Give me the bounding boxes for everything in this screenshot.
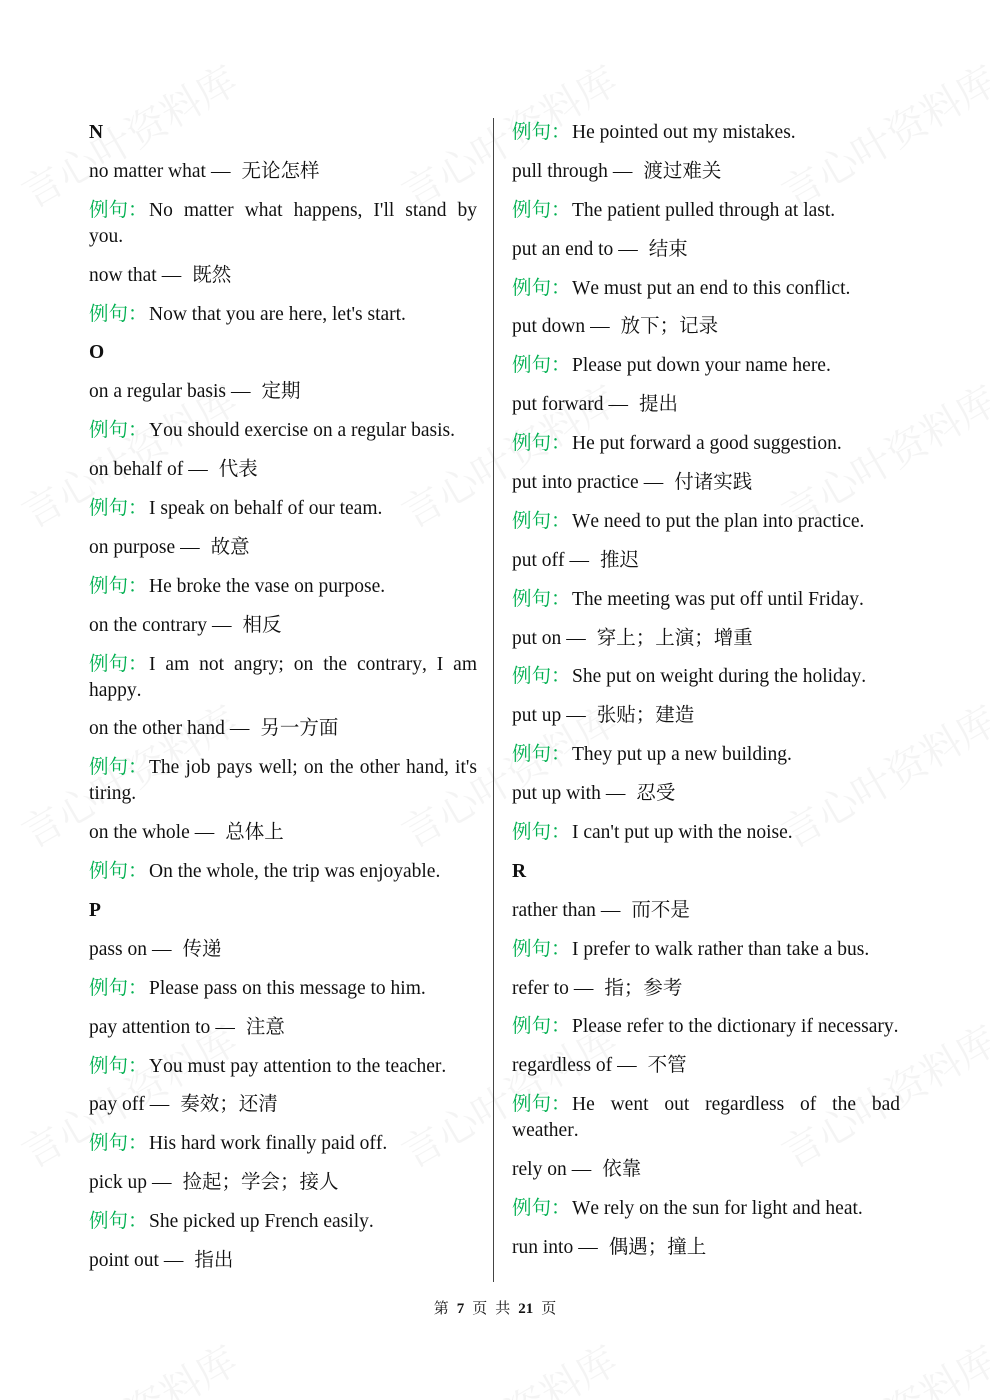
meaning: 付诸实践 (674, 472, 753, 494)
phrase: on the whole (89, 822, 190, 844)
example-text: On the whole, the trip was enjoyable. (149, 861, 441, 883)
meaning: 无论怎样 (241, 160, 320, 182)
example-text: He went out regardless of the bad weather. (512, 1094, 900, 1142)
phrase-entry (89, 716, 477, 742)
example-sentence (512, 742, 900, 768)
section-letter: P (89, 900, 101, 922)
meaning: 渡过难关 (643, 160, 722, 182)
example-label: 例句： (512, 822, 571, 844)
meaning: 穿上；上演；增重 (596, 627, 753, 649)
example-label: 例句： (512, 199, 571, 221)
example-sentence (89, 976, 477, 1002)
example-sentence (89, 859, 477, 885)
example-text: I prefer to walk rather than take a bus. (572, 938, 870, 960)
example-sentence (89, 574, 477, 600)
phrase: on the contrary (89, 614, 208, 636)
phrase: put into practice (512, 472, 639, 494)
dash: — (578, 1236, 598, 1258)
phrase: on purpose (89, 536, 176, 558)
section-letter: R (512, 860, 527, 882)
example-sentence (512, 587, 900, 613)
example-text: His hard work finally paid off. (149, 1133, 388, 1155)
phrase-entry (89, 263, 477, 289)
meaning: 捡起；学会；接人 (182, 1172, 339, 1194)
left-column (89, 120, 477, 1287)
meaning: 故意 (210, 536, 250, 558)
example-sentence (89, 418, 477, 444)
dash: — (566, 705, 586, 727)
example-label: 例句： (89, 199, 148, 221)
example-label: 例句： (89, 757, 148, 779)
meaning: 不管 (647, 1055, 687, 1077)
dash: — (231, 381, 251, 403)
phrase: put off (512, 549, 565, 571)
example-sentence (89, 302, 477, 328)
page-footer (0, 1299, 990, 1319)
phrase-entry (89, 1092, 477, 1118)
phrase: refer to (512, 977, 569, 999)
example-text: He broke the vase on purpose. (149, 575, 386, 597)
phrase-entry (512, 703, 900, 729)
phrase-entry (89, 1015, 477, 1041)
example-text: The patient pulled through at last. (572, 199, 836, 221)
example-sentence (512, 431, 900, 457)
phrase-entry (512, 548, 900, 574)
example-label: 例句： (512, 1198, 571, 1220)
example-sentence (512, 1196, 900, 1222)
example-label: 例句： (512, 1094, 571, 1116)
dash: — (212, 614, 232, 636)
example-label: 例句： (512, 666, 571, 688)
phrase: on behalf of (89, 459, 184, 481)
dash: — (151, 938, 172, 960)
example-sentence (512, 120, 900, 146)
phrase-entry (512, 470, 900, 496)
dash: — (161, 264, 182, 286)
phrase-entry (512, 1053, 900, 1079)
phrase-entry (512, 392, 900, 418)
example-text: The job pays well; on the other hand, it's tiring. (89, 757, 477, 805)
dash: — (163, 1250, 184, 1272)
example-sentence (89, 1131, 477, 1157)
example-label: 例句： (89, 1133, 148, 1155)
phrase-entry (89, 159, 477, 185)
meaning: 定期 (261, 381, 301, 403)
example-text: I speak on behalf of our team. (149, 498, 383, 520)
phrase-entry (512, 976, 900, 1002)
example-text: No matter what happens, I'll stand by you. (89, 199, 477, 247)
phrase-entry (512, 781, 900, 807)
example-label: 例句： (89, 861, 148, 883)
phrase-entry (89, 820, 477, 846)
example-label: 例句： (89, 653, 148, 675)
example-sentence (512, 664, 900, 690)
dash: — (571, 1159, 592, 1181)
dash: — (151, 1172, 172, 1194)
meaning: 依靠 (602, 1159, 642, 1181)
example-text: We rely on the sun for light and heat. (572, 1198, 863, 1220)
example-text: Please put down your name here. (572, 355, 831, 377)
phrase-entry (89, 937, 477, 963)
dash: — (215, 1016, 235, 1038)
total-pages: 21 (518, 1301, 534, 1317)
phrase: pull through (512, 160, 608, 182)
example-label: 例句： (512, 510, 571, 532)
meaning: 偶遇；撞上 (608, 1236, 707, 1258)
example-text: Now that you are here, let's start. (149, 303, 406, 325)
phrase: on a regular basis (89, 381, 226, 403)
meaning: 另一方面 (260, 718, 339, 740)
phrase: put down (512, 316, 586, 338)
meaning: 总体上 (225, 822, 284, 844)
phrase: now that (89, 264, 157, 286)
phrase: put on (512, 627, 562, 649)
dash: — (566, 627, 586, 649)
phrase: put an end to (512, 238, 614, 260)
dash: — (643, 472, 664, 494)
example-sentence (512, 937, 900, 963)
dash: — (617, 1055, 637, 1077)
example-text: I can't put up with the noise. (572, 822, 793, 844)
example-label: 例句： (512, 277, 571, 299)
dash: — (149, 1094, 170, 1116)
example-label: 例句： (512, 433, 571, 455)
phrase-entry (89, 457, 477, 483)
meaning: 推迟 (600, 549, 640, 571)
section-letter: O (89, 342, 105, 364)
example-text: Please pass on this message to him. (149, 977, 426, 999)
example-label: 例句： (89, 1055, 148, 1077)
example-label: 例句： (512, 122, 571, 143)
example-label: 例句： (512, 355, 571, 377)
example-sentence (89, 1054, 477, 1080)
column-divider (493, 118, 494, 1282)
meaning: 奏效；还清 (180, 1094, 278, 1116)
example-text: They put up a new building. (572, 744, 792, 766)
example-label: 例句： (512, 938, 571, 960)
example-label: 例句： (89, 303, 148, 325)
phrase: pay attention to (89, 1016, 211, 1038)
example-sentence (512, 1014, 900, 1040)
example-sentence (89, 1209, 477, 1235)
phrase-entry (89, 535, 477, 561)
example-text: We must put an end to this conflict. (572, 277, 851, 299)
example-sentence (512, 353, 900, 379)
footer-page-prefix: 第 (433, 1301, 449, 1317)
phrase: put up (512, 705, 562, 727)
dash: — (600, 899, 621, 921)
example-text: The meeting was put off until Friday. (572, 588, 864, 610)
example-text: I am not angry; on the contrary, I am happy. (89, 653, 477, 701)
example-label: 例句： (89, 977, 148, 999)
phrase-entry (512, 1157, 900, 1183)
meaning: 提出 (639, 394, 679, 416)
phrase: pick up (89, 1172, 147, 1194)
phrase-entry (89, 1170, 477, 1196)
dash: — (229, 718, 250, 740)
example-text: You should exercise on a regular basis. (149, 420, 455, 442)
dash: — (569, 549, 590, 571)
phrase: pay off (89, 1094, 145, 1116)
phrase: pass on (89, 938, 147, 960)
example-sentence (512, 198, 900, 224)
dash: — (573, 977, 594, 999)
phrase-entry (512, 898, 900, 924)
phrase-entry (512, 626, 900, 652)
phrase: put up with (512, 783, 601, 805)
meaning: 指出 (194, 1250, 234, 1272)
example-sentence (512, 820, 900, 846)
example-text: He put forward a good suggestion. (572, 433, 842, 455)
meaning: 忍受 (636, 783, 676, 805)
example-text: She put on weight during the holiday. (572, 666, 867, 688)
phrase-entry (512, 159, 900, 185)
phrase-entry (512, 237, 900, 263)
example-sentence (512, 1092, 900, 1144)
example-sentence (89, 652, 477, 704)
phrase: on the other hand (89, 718, 225, 740)
example-sentence (512, 276, 900, 302)
meaning: 传递 (182, 938, 222, 960)
dash: — (618, 238, 638, 260)
phrase-entry (89, 379, 477, 405)
phrase-entry (512, 314, 900, 340)
meaning: 既然 (192, 264, 232, 286)
footer-total-prefix: 共 (495, 1301, 511, 1317)
dash: — (605, 783, 626, 805)
footer-page-suffix: 页 (472, 1301, 488, 1317)
watermark (10, 1330, 246, 1400)
phrase-entry (512, 1235, 900, 1261)
meaning: 结束 (648, 238, 688, 260)
dash: — (188, 459, 208, 481)
example-label: 例句： (512, 588, 571, 610)
example-sentence (89, 198, 477, 250)
example-text: He pointed out my mistakes. (572, 122, 796, 143)
dash: — (608, 394, 629, 416)
example-label: 例句： (512, 1016, 571, 1038)
meaning: 注意 (245, 1016, 285, 1038)
phrase: rather than (512, 899, 596, 921)
example-label: 例句： (89, 1211, 148, 1233)
phrase-entry (89, 1248, 477, 1274)
dash: — (210, 160, 231, 182)
phrase: run into (512, 1236, 574, 1258)
example-sentence (89, 496, 477, 522)
meaning: 放下；记录 (620, 316, 719, 338)
watermark (770, 1330, 990, 1400)
example-text: You must pay attention to the teacher. (149, 1055, 447, 1077)
page-number: 7 (456, 1301, 465, 1317)
phrase-entry (89, 613, 477, 639)
footer-total-suffix: 页 (541, 1301, 557, 1317)
phrase: regardless of (512, 1055, 613, 1077)
example-text: Please refer to the dictionary if necessary. (572, 1016, 899, 1038)
dash: — (612, 160, 633, 182)
right-column (512, 120, 900, 1274)
dash: — (194, 822, 215, 844)
example-label: 例句： (89, 498, 148, 520)
meaning: 指；参考 (604, 977, 683, 999)
phrase: point out (89, 1250, 159, 1272)
example-sentence (89, 755, 477, 807)
phrase: put forward (512, 394, 604, 416)
example-sentence (512, 509, 900, 535)
meaning: 代表 (218, 459, 258, 481)
example-text: We need to put the plan into practice. (572, 510, 865, 532)
dash: — (590, 316, 610, 338)
example-label: 例句： (512, 744, 571, 766)
example-label: 例句： (89, 575, 148, 597)
meaning: 相反 (242, 614, 282, 636)
example-label: 例句： (89, 420, 148, 442)
meaning: 张贴；建造 (596, 705, 695, 727)
section-letter: N (89, 122, 104, 143)
meaning: 而不是 (631, 899, 690, 921)
example-text: She picked up French easily. (149, 1211, 374, 1233)
dash: — (180, 536, 200, 558)
watermark (390, 1330, 626, 1400)
phrase: rely on (512, 1159, 567, 1181)
phrase: no matter what (89, 160, 206, 182)
